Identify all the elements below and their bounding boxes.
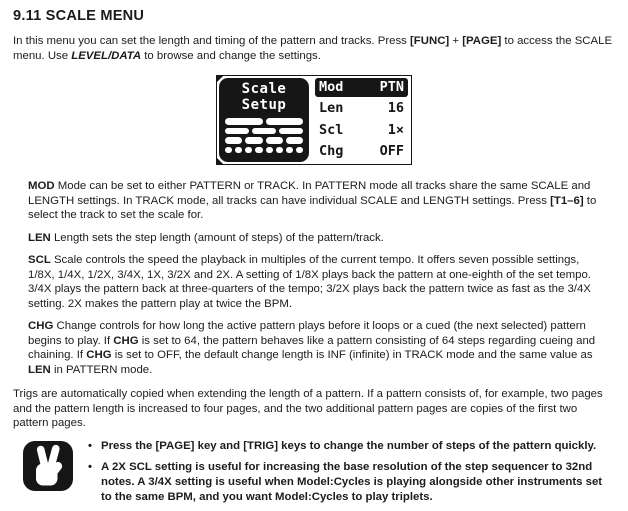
param-mod-paragraph: MOD Mode can be set to either PATTERN or TRACK. In PATTERN mode all tracks share the same SCALE and LENGTH settings. In TRACK mode, all tracks can have individual SCALE and LENGTH settings. Press [T1–6] to select the track to set the scale for. [28, 180, 597, 221]
steps-row-3 [225, 137, 303, 144]
menu-value: 16 [387, 100, 404, 117]
step-dot [235, 147, 242, 154]
scale-steps-icon [225, 118, 303, 153]
menu-row-scl [315, 121, 408, 140]
menu-label: Scl [319, 121, 344, 138]
menu-label: Mod [319, 79, 344, 95]
step-dot [255, 147, 262, 154]
param-chg-paragraph: CHG Change controls for how long the active pattern plays before it loops or a cued (the next selected) pattern begins to play. If CHG is set to 64, the pattern behaves like a pattern consisting of 64 steps regarding cueing and chaining. If CHG is set to OFF, the default change length is INF (infinite) in TRACK mode and the same value as LEN in PATTERN mode. [28, 320, 596, 376]
step-bar [279, 128, 303, 135]
menu-row-chg [315, 142, 408, 161]
screen-title [225, 82, 303, 113]
menu-row-len [315, 99, 408, 118]
menu-value: PTN [379, 79, 404, 95]
tip-item: • Press the [PAGE] key and [TRIG] keys to change the number of steps of the pattern quickly. [88, 439, 615, 454]
step-dot [276, 147, 283, 154]
screen-title-line2: Setup [241, 96, 287, 113]
step-bar [225, 128, 249, 135]
screen-frame [216, 75, 412, 165]
menu-label: Chg [319, 142, 344, 159]
corner-mark-bottom-left-icon [217, 158, 223, 164]
tip-item: • A 2X SCL setting is useful for increasing the base resolution of the step sequencer to 32nd notes. A 3/4X setting is useful when Model:Cycles is playing alongside other instruments set to the same BPM, and you want Model:Cycles to play triplets. [88, 460, 615, 505]
step-bar [252, 128, 276, 135]
step-dot [296, 147, 303, 154]
scale-setup-panel [219, 78, 309, 162]
step-bar [225, 118, 263, 125]
section-heading: 9.11 SCALE MENU [13, 8, 145, 24]
menu-value: OFF [379, 142, 404, 159]
step-bar [245, 137, 262, 144]
step-bar [286, 137, 303, 144]
intro-paragraph: In this menu you can set the length and timing of the pattern and tracks. Press [FUNC] + [PAGE] to access the SCALE menu. Use LEVEL/DATA to browse and change the settings. [13, 35, 613, 62]
step-dot [266, 147, 273, 154]
step-dot [225, 147, 232, 154]
param-len-paragraph: LEN Length sets the step length (amount of steps) of the pattern/track. [28, 231, 384, 244]
menu-value: 1× [387, 121, 404, 138]
steps-row-4 [225, 147, 303, 154]
step-bar [266, 118, 304, 125]
victory-hand-icon [23, 441, 73, 491]
step-bar [225, 137, 242, 144]
menu-row-mod [315, 78, 408, 97]
corner-mark-top-left-icon [217, 76, 223, 82]
step-bar [266, 137, 283, 144]
steps-row-2 [225, 128, 303, 135]
lcd-screen-figure [13, 75, 615, 165]
step-dot [286, 147, 293, 154]
screen-title-line1: Scale [241, 81, 287, 97]
step-dot [245, 147, 252, 154]
scale-menu-list [311, 76, 411, 164]
steps-row-1 [225, 118, 303, 125]
menu-label: Len [319, 100, 344, 117]
trigs-note-paragraph: Trigs are automatically copied when extending the length of a pattern. If a pattern consists of, for example, two pages and the pattern length is increased to four pages, and the two additional pattern pages are copies of the first two pattern pages. [13, 388, 603, 429]
param-scl-paragraph: SCL Scale controls the speed the playback in multiples of the current tempo. It offers seven possible settings, 1/8X, 1/4X, 1/2X, 3/4X, 1X, 3/2X and 2X. A setting of 1/8X plays back the pattern at one-eighth of the set tempo. 3/4X plays the pattern back at three-quarters of the tempo; 3/2X plays back the pattern twice as fast as the 3/4X setting. 2X makes the pattern play at twice the BPM. [28, 254, 591, 310]
